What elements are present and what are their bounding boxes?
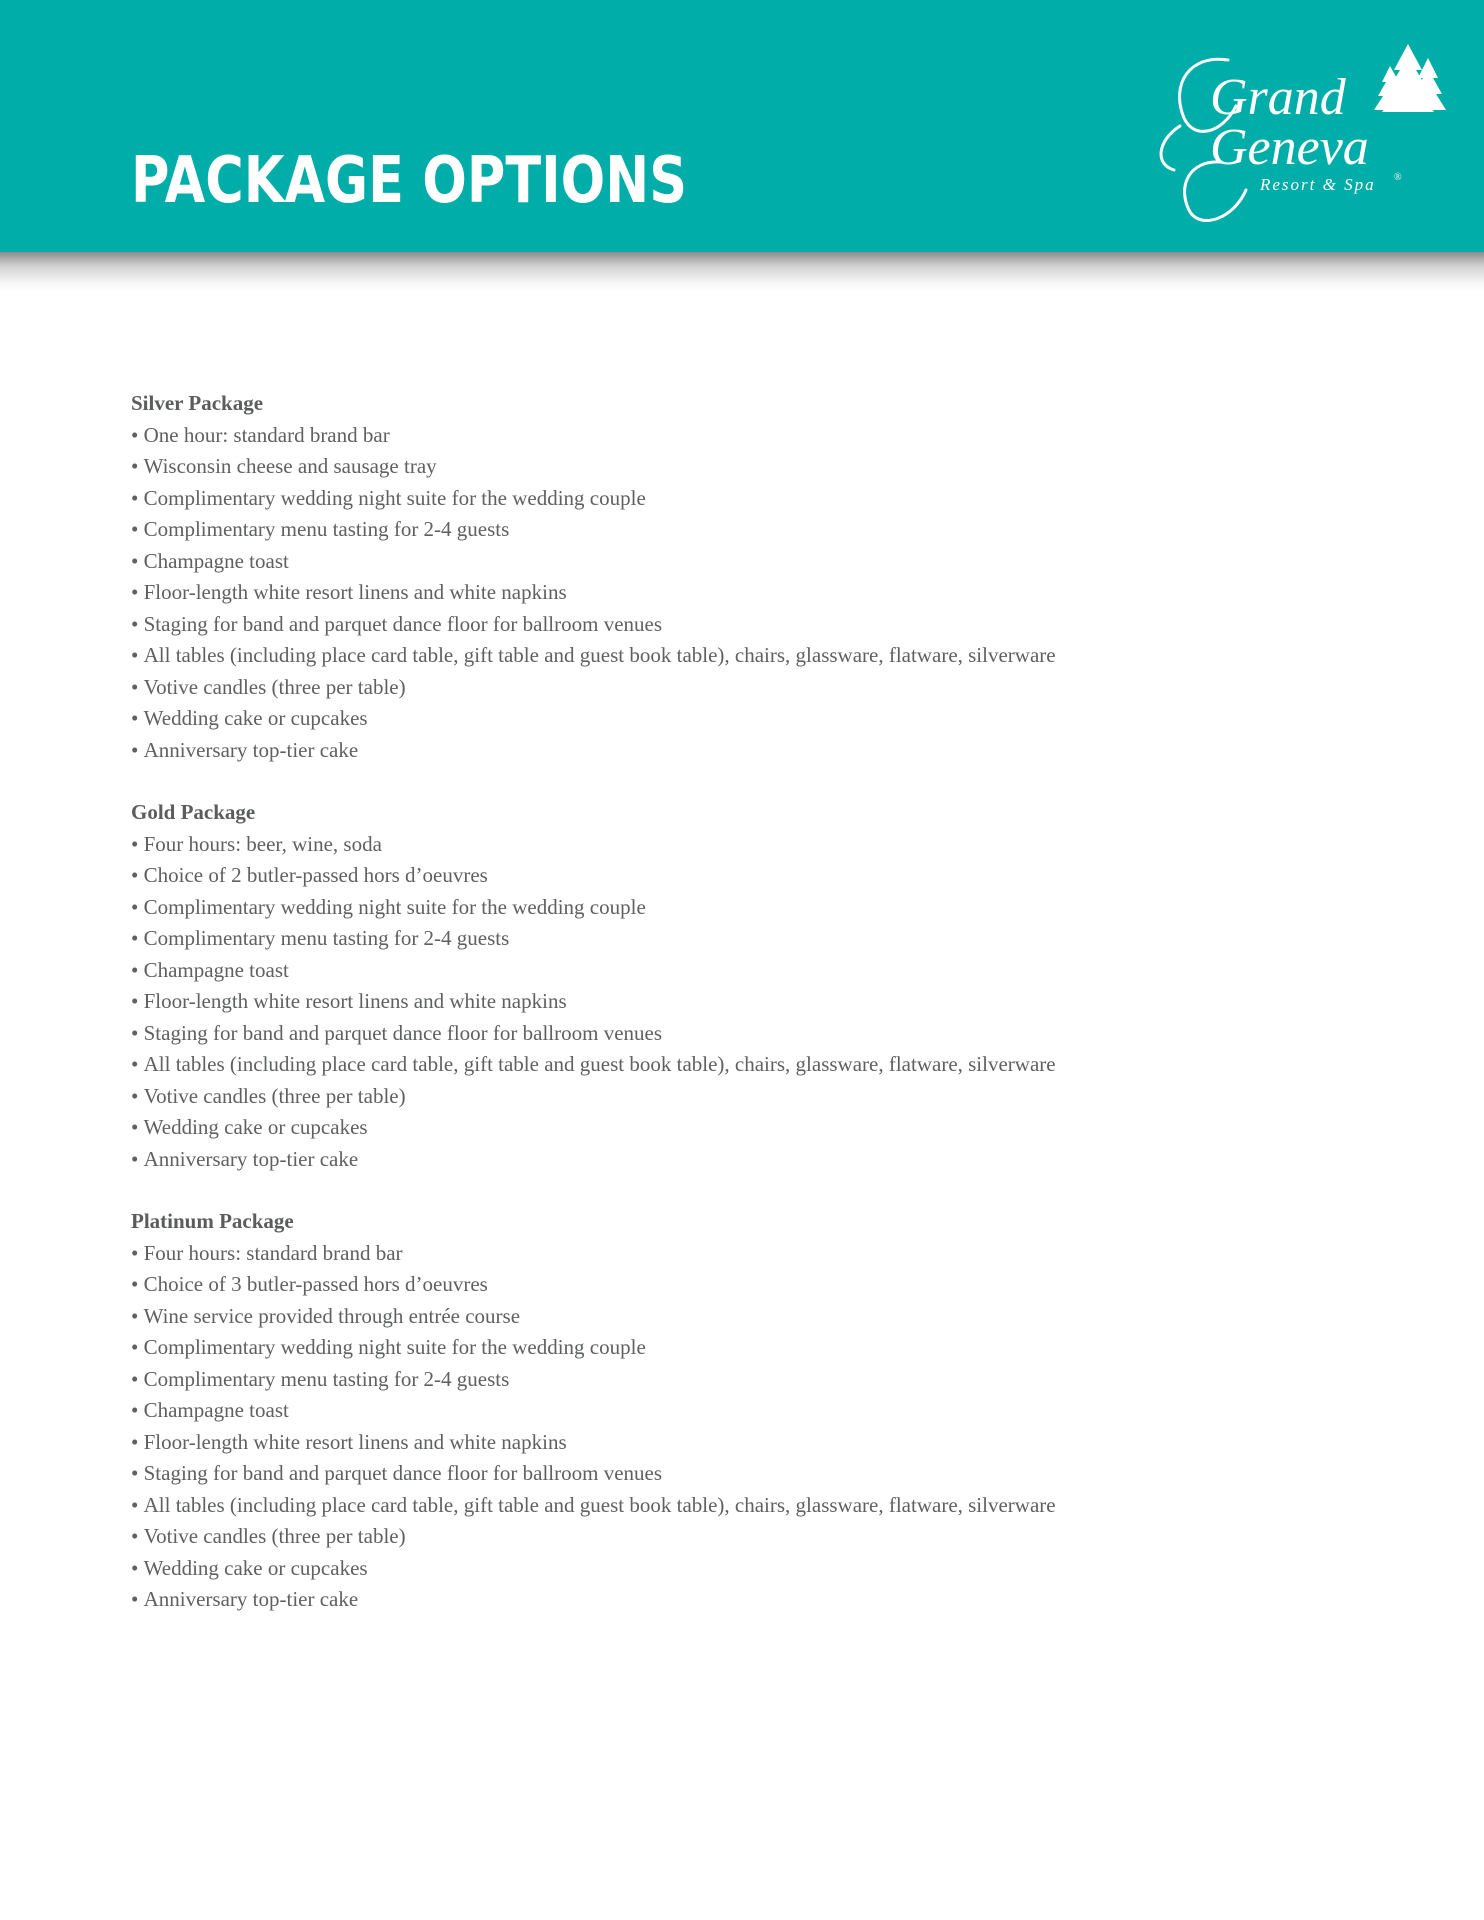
package-item: • Wisconsin cheese and sausage tray bbox=[131, 451, 1381, 483]
package-item: • Anniversary top-tier cake bbox=[131, 735, 1381, 767]
logo-tagline: Resort & Spa bbox=[1260, 175, 1376, 194]
package-item: • Complimentary menu tasting for 2-4 guests bbox=[131, 514, 1381, 546]
package-items bbox=[131, 1238, 1381, 1616]
pine-trees-icon bbox=[1374, 44, 1446, 112]
package-item: • Staging for band and parquet dance floor for ballroom venues bbox=[131, 1458, 1381, 1490]
grand-geneva-logo bbox=[1150, 44, 1450, 224]
package-item: • Choice of 3 butler-passed hors d’oeuvres bbox=[131, 1269, 1381, 1301]
package-item: • Complimentary menu tasting for 2-4 guests bbox=[131, 923, 1381, 955]
package-item: • Anniversary top-tier cake bbox=[131, 1584, 1381, 1616]
package-items bbox=[131, 420, 1381, 767]
page-header bbox=[0, 0, 1484, 252]
package-item: • Anniversary top-tier cake bbox=[131, 1144, 1381, 1176]
package-item: • One hour: standard brand bar bbox=[131, 420, 1381, 452]
package-item: • Staging for band and parquet dance floor for ballroom venues bbox=[131, 609, 1381, 641]
logo-registered-mark: ® bbox=[1394, 172, 1402, 183]
package-item: • Choice of 2 butler-passed hors d’oeuvres bbox=[131, 860, 1381, 892]
package-item: • All tables (including place card table, gift table and guest book table), chairs, glassware, flatware, silverware bbox=[131, 1049, 1381, 1081]
package-item: • Complimentary wedding night suite for the wedding couple bbox=[131, 1332, 1381, 1364]
package-title: Platinum Package bbox=[131, 1209, 294, 1233]
package-item: • Four hours: standard brand bar bbox=[131, 1238, 1381, 1270]
package-item: • All tables (including place card table, gift table and guest book table), chairs, glassware, flatware, silverware bbox=[131, 1490, 1381, 1522]
package-item: • Votive candles (three per table) bbox=[131, 1521, 1381, 1553]
package-list bbox=[131, 388, 1381, 1647]
package-item: • Complimentary wedding night suite for the wedding couple bbox=[131, 483, 1381, 515]
package-item: • Complimentary menu tasting for 2-4 guests bbox=[131, 1364, 1381, 1396]
header-shadow bbox=[0, 252, 1484, 292]
package-item: • Champagne toast bbox=[131, 1395, 1381, 1427]
package-item: • All tables (including place card table, gift table and guest book table), chairs, glassware, flatware, silverware bbox=[131, 640, 1381, 672]
package-item: • Votive candles (three per table) bbox=[131, 672, 1381, 704]
package-item: • Floor-length white resort linens and white napkins bbox=[131, 986, 1381, 1018]
package-item: • Complimentary wedding night suite for the wedding couple bbox=[131, 892, 1381, 924]
package-items bbox=[131, 829, 1381, 1176]
package-item: • Wine service provided through entrée course bbox=[131, 1301, 1381, 1333]
logo-word-grand: Grand bbox=[1210, 69, 1346, 126]
package-item: • Champagne toast bbox=[131, 546, 1381, 578]
logo-word-geneva: Geneva bbox=[1210, 119, 1369, 176]
package-item: • Wedding cake or cupcakes bbox=[131, 1112, 1381, 1144]
package-item: • Staging for band and parquet dance floor for ballroom venues bbox=[131, 1018, 1381, 1050]
package-item: • Champagne toast bbox=[131, 955, 1381, 987]
package-item: • Floor-length white resort linens and white napkins bbox=[131, 577, 1381, 609]
package-gold bbox=[131, 797, 1381, 1175]
package-platinum bbox=[131, 1206, 1381, 1616]
package-item: • Four hours: beer, wine, soda bbox=[131, 829, 1381, 861]
package-item: • Votive candles (three per table) bbox=[131, 1081, 1381, 1113]
package-item: • Wedding cake or cupcakes bbox=[131, 703, 1381, 735]
page-title: PACKAGE OPTIONS bbox=[131, 144, 687, 218]
package-item: • Wedding cake or cupcakes bbox=[131, 1553, 1381, 1585]
package-title: Gold Package bbox=[131, 800, 256, 824]
package-title: Silver Package bbox=[131, 391, 264, 415]
package-silver bbox=[131, 388, 1381, 766]
package-item: • Floor-length white resort linens and white napkins bbox=[131, 1427, 1381, 1459]
